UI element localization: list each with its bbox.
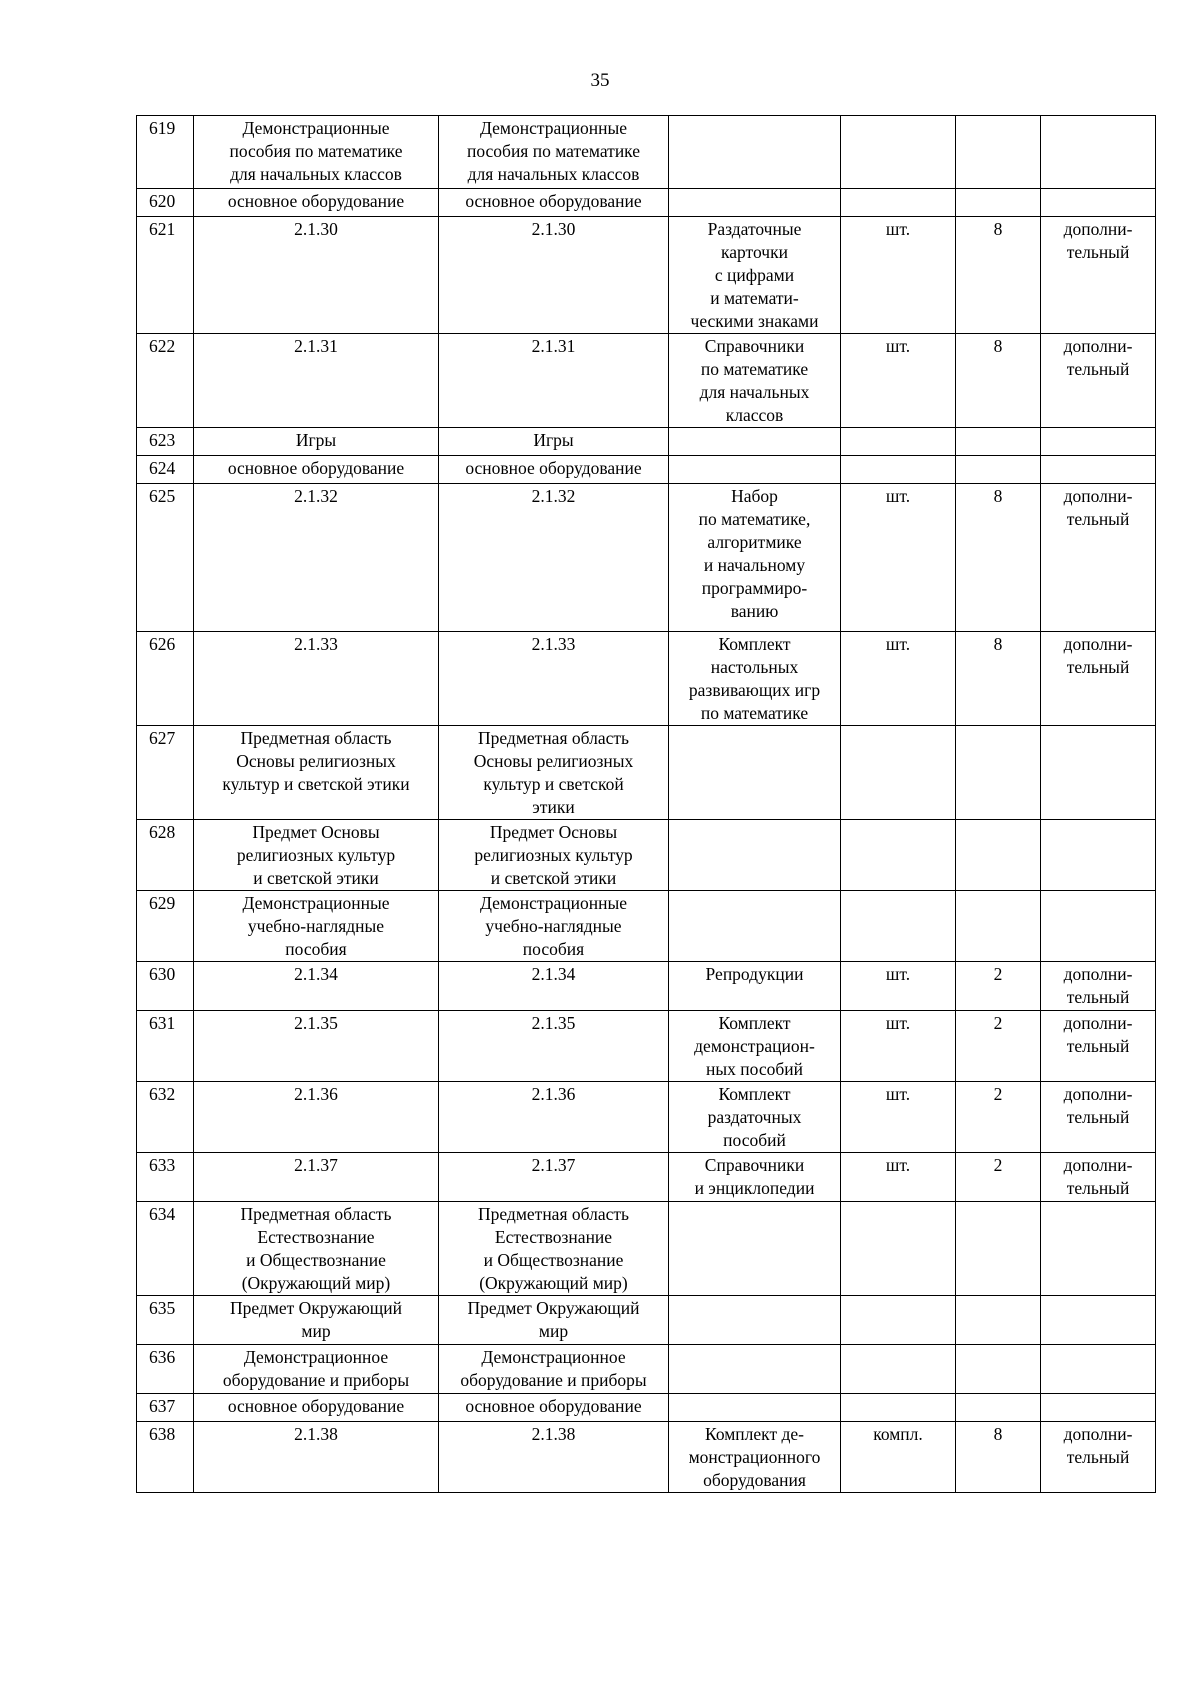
- name-cell-duplicate-text: 2.1.31: [531, 336, 576, 356]
- table-row: [137, 891, 1156, 962]
- unit-cell: [841, 820, 956, 891]
- name-cell-duplicate-text: Предметная область Основы религиозных культур и светской этики: [473, 728, 634, 817]
- name-cell: [194, 726, 439, 820]
- category-cell: [1041, 116, 1156, 189]
- name-cell-duplicate: [439, 891, 669, 962]
- row-number: [137, 726, 194, 820]
- category-cell: [1041, 1345, 1156, 1394]
- row-number-text: 636: [149, 1347, 176, 1367]
- row-number-text: 628: [149, 822, 176, 842]
- item-cell: [669, 484, 841, 632]
- quantity-cell: [956, 217, 1041, 334]
- name-cell-duplicate-text: 2.1.36: [531, 1084, 576, 1104]
- item-cell: [669, 820, 841, 891]
- unit-cell: [841, 891, 956, 962]
- name-cell-duplicate-text: основное оборудование: [465, 458, 642, 478]
- category-cell: [1041, 632, 1156, 726]
- item-cell: [669, 726, 841, 820]
- category-cell-text: дополни- тельный: [1063, 1084, 1133, 1127]
- category-cell: [1041, 1422, 1156, 1493]
- category-cell: [1041, 456, 1156, 484]
- item-cell: [669, 1153, 841, 1202]
- name-cell-duplicate-text: Предметная область Естествознание и Обществознание (Окружающий мир): [478, 1204, 629, 1293]
- name-cell-text: Демонстрационные учебно-наглядные пособия: [242, 893, 390, 959]
- row-number-text: 631: [149, 1013, 176, 1033]
- name-cell-text: Игры: [295, 430, 337, 450]
- name-cell-text: Предметная область Основы религиозных культур и светской этики: [222, 728, 410, 794]
- unit-cell: [841, 1153, 956, 1202]
- name-cell: [194, 1394, 439, 1422]
- category-cell: [1041, 1153, 1156, 1202]
- item-cell: [669, 962, 841, 1011]
- category-cell: [1041, 962, 1156, 1011]
- quantity-cell-text: 2: [993, 1013, 1003, 1033]
- quantity-cell: [956, 1394, 1041, 1422]
- quantity-cell: [956, 1422, 1041, 1493]
- table-row: [137, 1394, 1156, 1422]
- category-cell-text: дополни- тельный: [1063, 1424, 1133, 1467]
- item-cell-text: Комплект демонстрацион- ных пособий: [694, 1013, 815, 1079]
- item-cell: [669, 428, 841, 456]
- name-cell: [194, 189, 439, 217]
- category-cell: [1041, 334, 1156, 428]
- name-cell-duplicate-text: Демонстрационные учебно-наглядные пособия: [480, 893, 627, 959]
- unit-cell-text: компл.: [873, 1424, 923, 1444]
- item-cell: [669, 334, 841, 428]
- row-number-text: 625: [149, 486, 176, 506]
- quantity-cell: [956, 962, 1041, 1011]
- table-row: [137, 1153, 1156, 1202]
- row-number-text: 619: [149, 118, 176, 138]
- item-cell: [669, 189, 841, 217]
- name-cell: [194, 456, 439, 484]
- name-cell-duplicate-text: Предмет Основы религиозных культур и светской этики: [474, 822, 633, 888]
- row-number: [137, 1296, 194, 1345]
- name-cell-duplicate: [439, 1345, 669, 1394]
- category-cell: [1041, 1296, 1156, 1345]
- row-number: [137, 456, 194, 484]
- item-cell-text: Раздаточные карточки с цифрами и математи- ческими знаками: [690, 219, 819, 331]
- name-cell: [194, 1422, 439, 1493]
- category-cell-text: дополни- тельный: [1063, 336, 1133, 379]
- unit-cell: [841, 1345, 956, 1394]
- name-cell-text: Предметная область Естествознание и Обществознание (Окружающий мир): [240, 1204, 392, 1293]
- item-cell: [669, 1296, 841, 1345]
- unit-cell-text: шт.: [885, 336, 911, 356]
- name-cell-duplicate-text: Демонстрационное оборудование и приборы: [460, 1347, 647, 1390]
- table-row: [137, 1202, 1156, 1296]
- quantity-cell: [956, 484, 1041, 632]
- name-cell-duplicate-text: основное оборудование: [465, 1396, 642, 1416]
- item-cell-text: Справочники по математике для начальных классов: [699, 336, 810, 425]
- quantity-cell: [956, 632, 1041, 726]
- name-cell: [194, 632, 439, 726]
- quantity-cell: [956, 1202, 1041, 1296]
- row-number: [137, 217, 194, 334]
- quantity-cell-text: 2: [993, 1084, 1003, 1104]
- category-cell: [1041, 820, 1156, 891]
- row-number-text: 634: [149, 1204, 176, 1224]
- category-cell: [1041, 726, 1156, 820]
- item-cell: [669, 891, 841, 962]
- name-cell-duplicate-text: 2.1.38: [531, 1424, 576, 1444]
- row-number-text: 621: [149, 219, 176, 239]
- item-cell: [669, 1394, 841, 1422]
- name-cell-duplicate: [439, 1082, 669, 1153]
- table-row: [137, 726, 1156, 820]
- unit-cell-text: шт.: [885, 1084, 911, 1104]
- equipment-table: [136, 115, 1156, 1493]
- row-number: [137, 1153, 194, 1202]
- name-cell-duplicate: [439, 217, 669, 334]
- quantity-cell: [956, 1345, 1041, 1394]
- table-row: [137, 334, 1156, 428]
- row-number: [137, 820, 194, 891]
- name-cell: [194, 334, 439, 428]
- row-number-text: 633: [149, 1155, 176, 1175]
- row-number-text: 622: [149, 336, 176, 356]
- name-cell-duplicate-text: Игры: [533, 430, 574, 450]
- table-row: [137, 1082, 1156, 1153]
- category-cell-text: дополни- тельный: [1063, 1155, 1133, 1198]
- name-cell-duplicate: [439, 820, 669, 891]
- name-cell-duplicate: [439, 456, 669, 484]
- unit-cell: [841, 428, 956, 456]
- unit-cell: [841, 1202, 956, 1296]
- quantity-cell: [956, 116, 1041, 189]
- category-cell-text: дополни- тельный: [1063, 634, 1133, 677]
- category-cell: [1041, 891, 1156, 962]
- name-cell-duplicate-text: 2.1.32: [531, 486, 576, 506]
- table-row: [137, 217, 1156, 334]
- name-cell-duplicate: [439, 1202, 669, 1296]
- row-number: [137, 1011, 194, 1082]
- name-cell-duplicate: [439, 334, 669, 428]
- item-cell: [669, 456, 841, 484]
- quantity-cell-text: 8: [993, 486, 1003, 506]
- table-row: [137, 962, 1156, 1011]
- row-number-text: 630: [149, 964, 176, 984]
- name-cell: [194, 116, 439, 189]
- unit-cell: [841, 1296, 956, 1345]
- name-cell: [194, 217, 439, 334]
- item-cell-text: Комплект настольных развивающих игр по математике: [688, 634, 821, 723]
- item-cell: [669, 217, 841, 334]
- name-cell-text: Предмет Основы религиозных культур и светской этики: [236, 822, 396, 888]
- table-row: [137, 456, 1156, 484]
- category-cell: [1041, 484, 1156, 632]
- unit-cell: [841, 962, 956, 1011]
- item-cell-text: Справочники и энциклопедии: [694, 1155, 815, 1198]
- name-cell-text: 2.1.35: [294, 1013, 338, 1033]
- row-number-text: 626: [149, 634, 176, 654]
- row-number: [137, 428, 194, 456]
- table-row: [137, 1296, 1156, 1345]
- table-row: [137, 116, 1156, 189]
- name-cell-duplicate-text: Предмет Окружающий мир: [467, 1298, 640, 1341]
- quantity-cell: [956, 726, 1041, 820]
- quantity-cell-text: 8: [993, 634, 1003, 654]
- table-row: [137, 632, 1156, 726]
- name-cell-text: Предмет Окружающий мир: [229, 1298, 402, 1341]
- row-number: [137, 632, 194, 726]
- name-cell-text: 2.1.31: [294, 336, 338, 356]
- name-cell-text: основное оборудование: [227, 1396, 405, 1416]
- quantity-cell-text: 2: [993, 1155, 1003, 1175]
- name-cell-text: 2.1.37: [294, 1155, 338, 1175]
- name-cell: [194, 1011, 439, 1082]
- category-cell: [1041, 428, 1156, 456]
- unit-cell: [841, 1011, 956, 1082]
- row-number: [137, 1202, 194, 1296]
- unit-cell: [841, 334, 956, 428]
- unit-cell: [841, 116, 956, 189]
- row-number: [137, 1422, 194, 1493]
- name-cell-duplicate: [439, 116, 669, 189]
- category-cell-text: дополни- тельный: [1063, 486, 1133, 529]
- row-number: [137, 189, 194, 217]
- table-row: [137, 1422, 1156, 1493]
- item-cell-text: Комплект раздаточных пособий: [707, 1084, 802, 1150]
- name-cell: [194, 1345, 439, 1394]
- quantity-cell-text: 2: [993, 964, 1003, 984]
- row-number: [137, 1394, 194, 1422]
- item-cell: [669, 1345, 841, 1394]
- quantity-cell: [956, 334, 1041, 428]
- quantity-cell: [956, 1153, 1041, 1202]
- name-cell-duplicate-text: 2.1.34: [531, 964, 576, 984]
- quantity-cell-text: 8: [993, 1424, 1003, 1444]
- quantity-cell: [956, 891, 1041, 962]
- name-cell-duplicate-text: 2.1.33: [531, 634, 576, 654]
- name-cell-duplicate: [439, 189, 669, 217]
- category-cell: [1041, 217, 1156, 334]
- name-cell-duplicate-text: основное оборудование: [465, 191, 642, 211]
- page-number: 35: [590, 70, 610, 91]
- row-number: [137, 1345, 194, 1394]
- row-number-text: 635: [149, 1298, 176, 1318]
- category-cell-text: дополни- тельный: [1063, 964, 1133, 1007]
- name-cell-duplicate: [439, 1153, 669, 1202]
- category-cell-text: дополни- тельный: [1063, 219, 1133, 262]
- name-cell-duplicate: [439, 1394, 669, 1422]
- item-cell: [669, 116, 841, 189]
- row-number-text: 624: [149, 458, 176, 478]
- name-cell: [194, 1202, 439, 1296]
- table-row: [137, 1345, 1156, 1394]
- name-cell-duplicate-text: 2.1.37: [531, 1155, 576, 1175]
- item-cell-text: Комплект де- монстрационного оборудования: [688, 1424, 821, 1490]
- name-cell: [194, 1082, 439, 1153]
- category-cell-text: дополни- тельный: [1063, 1013, 1133, 1056]
- name-cell-duplicate: [439, 1011, 669, 1082]
- quantity-cell: [956, 189, 1041, 217]
- row-number: [137, 1082, 194, 1153]
- name-cell-text: Демонстрационные пособия по математике для начальных классов: [229, 118, 403, 184]
- category-cell: [1041, 1394, 1156, 1422]
- name-cell-text: 2.1.36: [294, 1084, 338, 1104]
- quantity-cell: [956, 1011, 1041, 1082]
- name-cell-text: 2.1.34: [294, 964, 338, 984]
- name-cell-duplicate: [439, 962, 669, 1011]
- table-row: [137, 189, 1156, 217]
- name-cell-duplicate: [439, 428, 669, 456]
- unit-cell-text: шт.: [885, 486, 911, 506]
- name-cell: [194, 1153, 439, 1202]
- name-cell-duplicate: [439, 726, 669, 820]
- unit-cell: [841, 189, 956, 217]
- name-cell-duplicate: [439, 1422, 669, 1493]
- row-number-text: 627: [149, 728, 176, 748]
- quantity-cell: [956, 428, 1041, 456]
- name-cell-text: 2.1.38: [294, 1424, 338, 1444]
- unit-cell: [841, 726, 956, 820]
- table-row: [137, 428, 1156, 456]
- name-cell: [194, 820, 439, 891]
- category-cell: [1041, 1011, 1156, 1082]
- name-cell: [194, 962, 439, 1011]
- unit-cell: [841, 456, 956, 484]
- name-cell-duplicate: [439, 484, 669, 632]
- unit-cell: [841, 217, 956, 334]
- name-cell: [194, 1296, 439, 1345]
- unit-cell-text: шт.: [885, 964, 911, 984]
- unit-cell: [841, 484, 956, 632]
- item-cell: [669, 632, 841, 726]
- quantity-cell: [956, 1082, 1041, 1153]
- name-cell: [194, 891, 439, 962]
- name-cell-text: основное оборудование: [227, 191, 405, 211]
- row-number: [137, 116, 194, 189]
- item-cell: [669, 1011, 841, 1082]
- category-cell: [1041, 1082, 1156, 1153]
- category-cell: [1041, 1202, 1156, 1296]
- name-cell-duplicate-text: 2.1.35: [531, 1013, 576, 1033]
- name-cell-text: 2.1.32: [294, 486, 338, 506]
- row-number: [137, 334, 194, 428]
- quantity-cell: [956, 820, 1041, 891]
- name-cell-text: 2.1.33: [294, 634, 338, 654]
- item-cell: [669, 1082, 841, 1153]
- name-cell-duplicate-text: 2.1.30: [531, 219, 576, 239]
- item-cell-text: Репродукции: [705, 964, 804, 984]
- row-number-text: 629: [149, 893, 176, 913]
- category-cell: [1041, 189, 1156, 217]
- quantity-cell-text: 8: [993, 219, 1003, 239]
- row-number: [137, 484, 194, 632]
- quantity-cell: [956, 1296, 1041, 1345]
- row-number: [137, 962, 194, 1011]
- table-row: [137, 820, 1156, 891]
- unit-cell: [841, 632, 956, 726]
- item-cell: [669, 1202, 841, 1296]
- name-cell-text: 2.1.30: [294, 219, 338, 239]
- name-cell-duplicate: [439, 1296, 669, 1345]
- unit-cell: [841, 1082, 956, 1153]
- unit-cell-text: шт.: [885, 219, 911, 239]
- row-number-text: 638: [149, 1424, 176, 1444]
- unit-cell: [841, 1394, 956, 1422]
- name-cell: [194, 484, 439, 632]
- row-number: [137, 891, 194, 962]
- name-cell-text: основное оборудование: [227, 458, 405, 478]
- table-row: [137, 484, 1156, 632]
- name-cell-duplicate: [439, 632, 669, 726]
- row-number-text: 637: [149, 1396, 176, 1416]
- table-row: [137, 1011, 1156, 1082]
- name-cell: [194, 428, 439, 456]
- name-cell-text: Демонстрационное оборудование и приборы: [222, 1347, 410, 1390]
- table-body: [137, 116, 1156, 1493]
- item-cell: [669, 1422, 841, 1493]
- name-cell-duplicate-text: Демонстрационные пособия по математике для начальных классов: [466, 118, 641, 184]
- row-number-text: 620: [149, 191, 176, 211]
- item-cell-text: Набор по математике, алгоритмике и начальному программиро- ванию: [698, 486, 811, 621]
- quantity-cell-text: 8: [993, 336, 1003, 356]
- quantity-cell: [956, 456, 1041, 484]
- row-number-text: 632: [149, 1084, 176, 1104]
- unit-cell-text: шт.: [885, 634, 911, 654]
- row-number-text: 623: [149, 430, 176, 450]
- unit-cell-text: шт.: [885, 1013, 911, 1033]
- unit-cell: [841, 1422, 956, 1493]
- unit-cell-text: шт.: [885, 1155, 911, 1175]
